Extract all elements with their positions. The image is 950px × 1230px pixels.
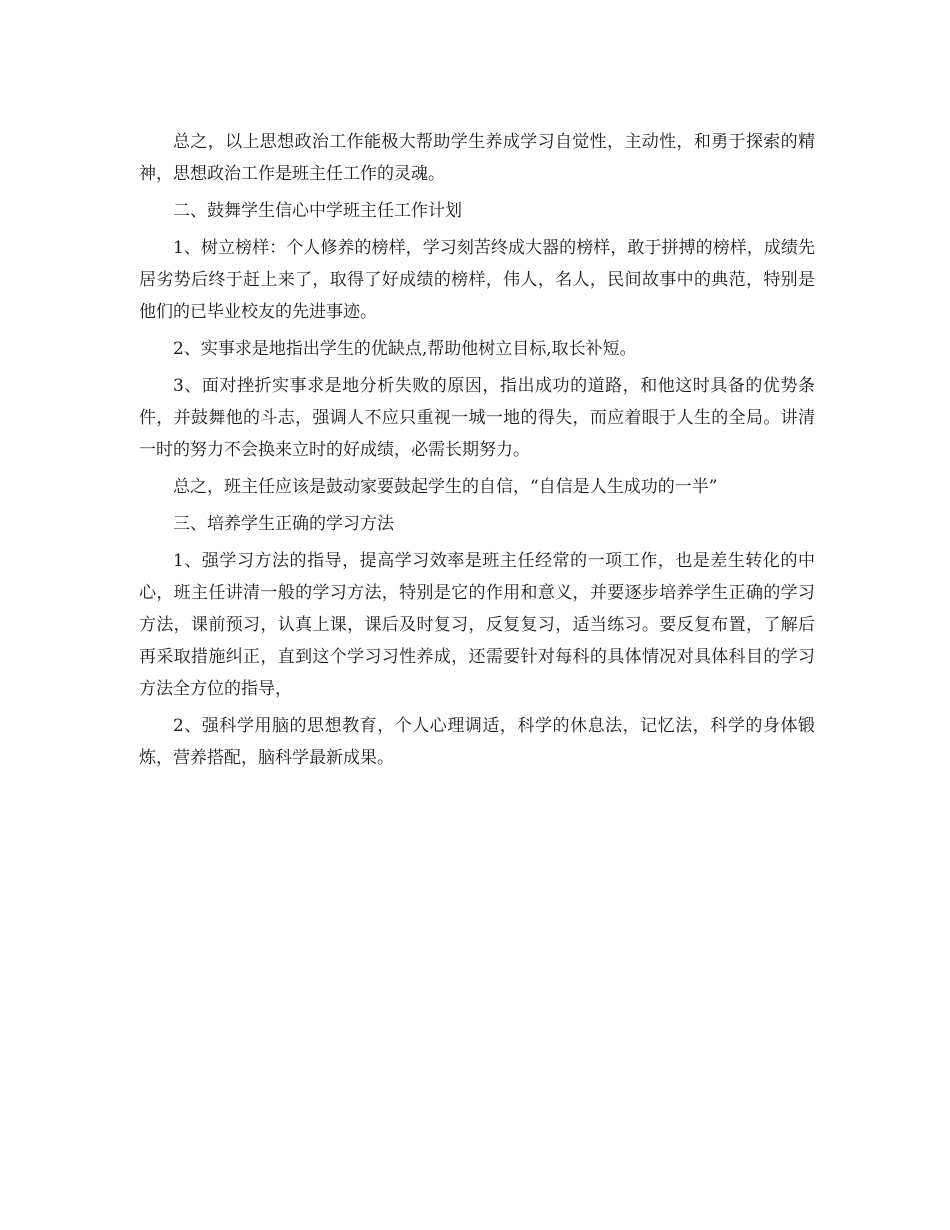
paragraph-summary-confidence: 总之，班主任应该是鼓动家要鼓起学生的自信，“自信是人生成功的一半” xyxy=(173,477,718,497)
section-heading-study-methods: 三、培养学生正确的学习方法 xyxy=(173,514,394,534)
paragraph-facing-setbacks: 3、面对挫折实事求是地分析失败的原因，指出成功的道路，和他这时具备的优势条件，并鼓舞他的斗志，强调人不应只重视一城一地的得失，而应着眼于人生的全局。讲清一时的努力不会换来立时的好成绩，必需长期努力。 xyxy=(139,376,815,460)
paragraph-role-models: 1、树立榜样：个人修养的榜样，学习刻苦终成大器的榜样，敢于拼搏的榜样，成绩先居劣势后终于赶上来了，取得了好成绩的榜样，伟人，名人，民间故事中的典范，特别是他们的已毕业校友的先进事迹。 xyxy=(139,238,815,322)
paragraph-scientific-brain-use: 2、强科学用脑的思想教育，个人心理调适，科学的休息法，记忆法，科学的身体锻炼，营养搭配，脑科学最新成果。 xyxy=(139,716,815,768)
section-heading-confidence: 二、鼓舞学生信心中学班主任工作计划 xyxy=(173,201,462,221)
paragraph-study-method-guidance: 1、强学习方法的指导，提高学习效率是班主任经常的一项工作，也是差生转化的中心，班主任讲清一般的学习方法，特别是它的作用和意义，并要逐步培养学生正确的学习方法，课前预习，认真上课，课后及时复习，反复复习，适当练习。要反复布置，了解后再采取措施纠正，直到这个学习习性养成，还需要针对每科的具体情况对具体科目的学习方法全方位的指导， xyxy=(139,551,815,699)
paragraph-summary-ideology: 总之，以上思想政治工作能极大帮助学生养成学习自觉性，主动性，和勇于探索的精神，思想政治工作是班主任工作的灵魂。 xyxy=(139,132,815,184)
document-body xyxy=(139,126,815,774)
paragraph-strengths-weaknesses: 2、实事求是地指出学生的优缺点,帮助他树立目标,取长补短。 xyxy=(173,339,637,359)
